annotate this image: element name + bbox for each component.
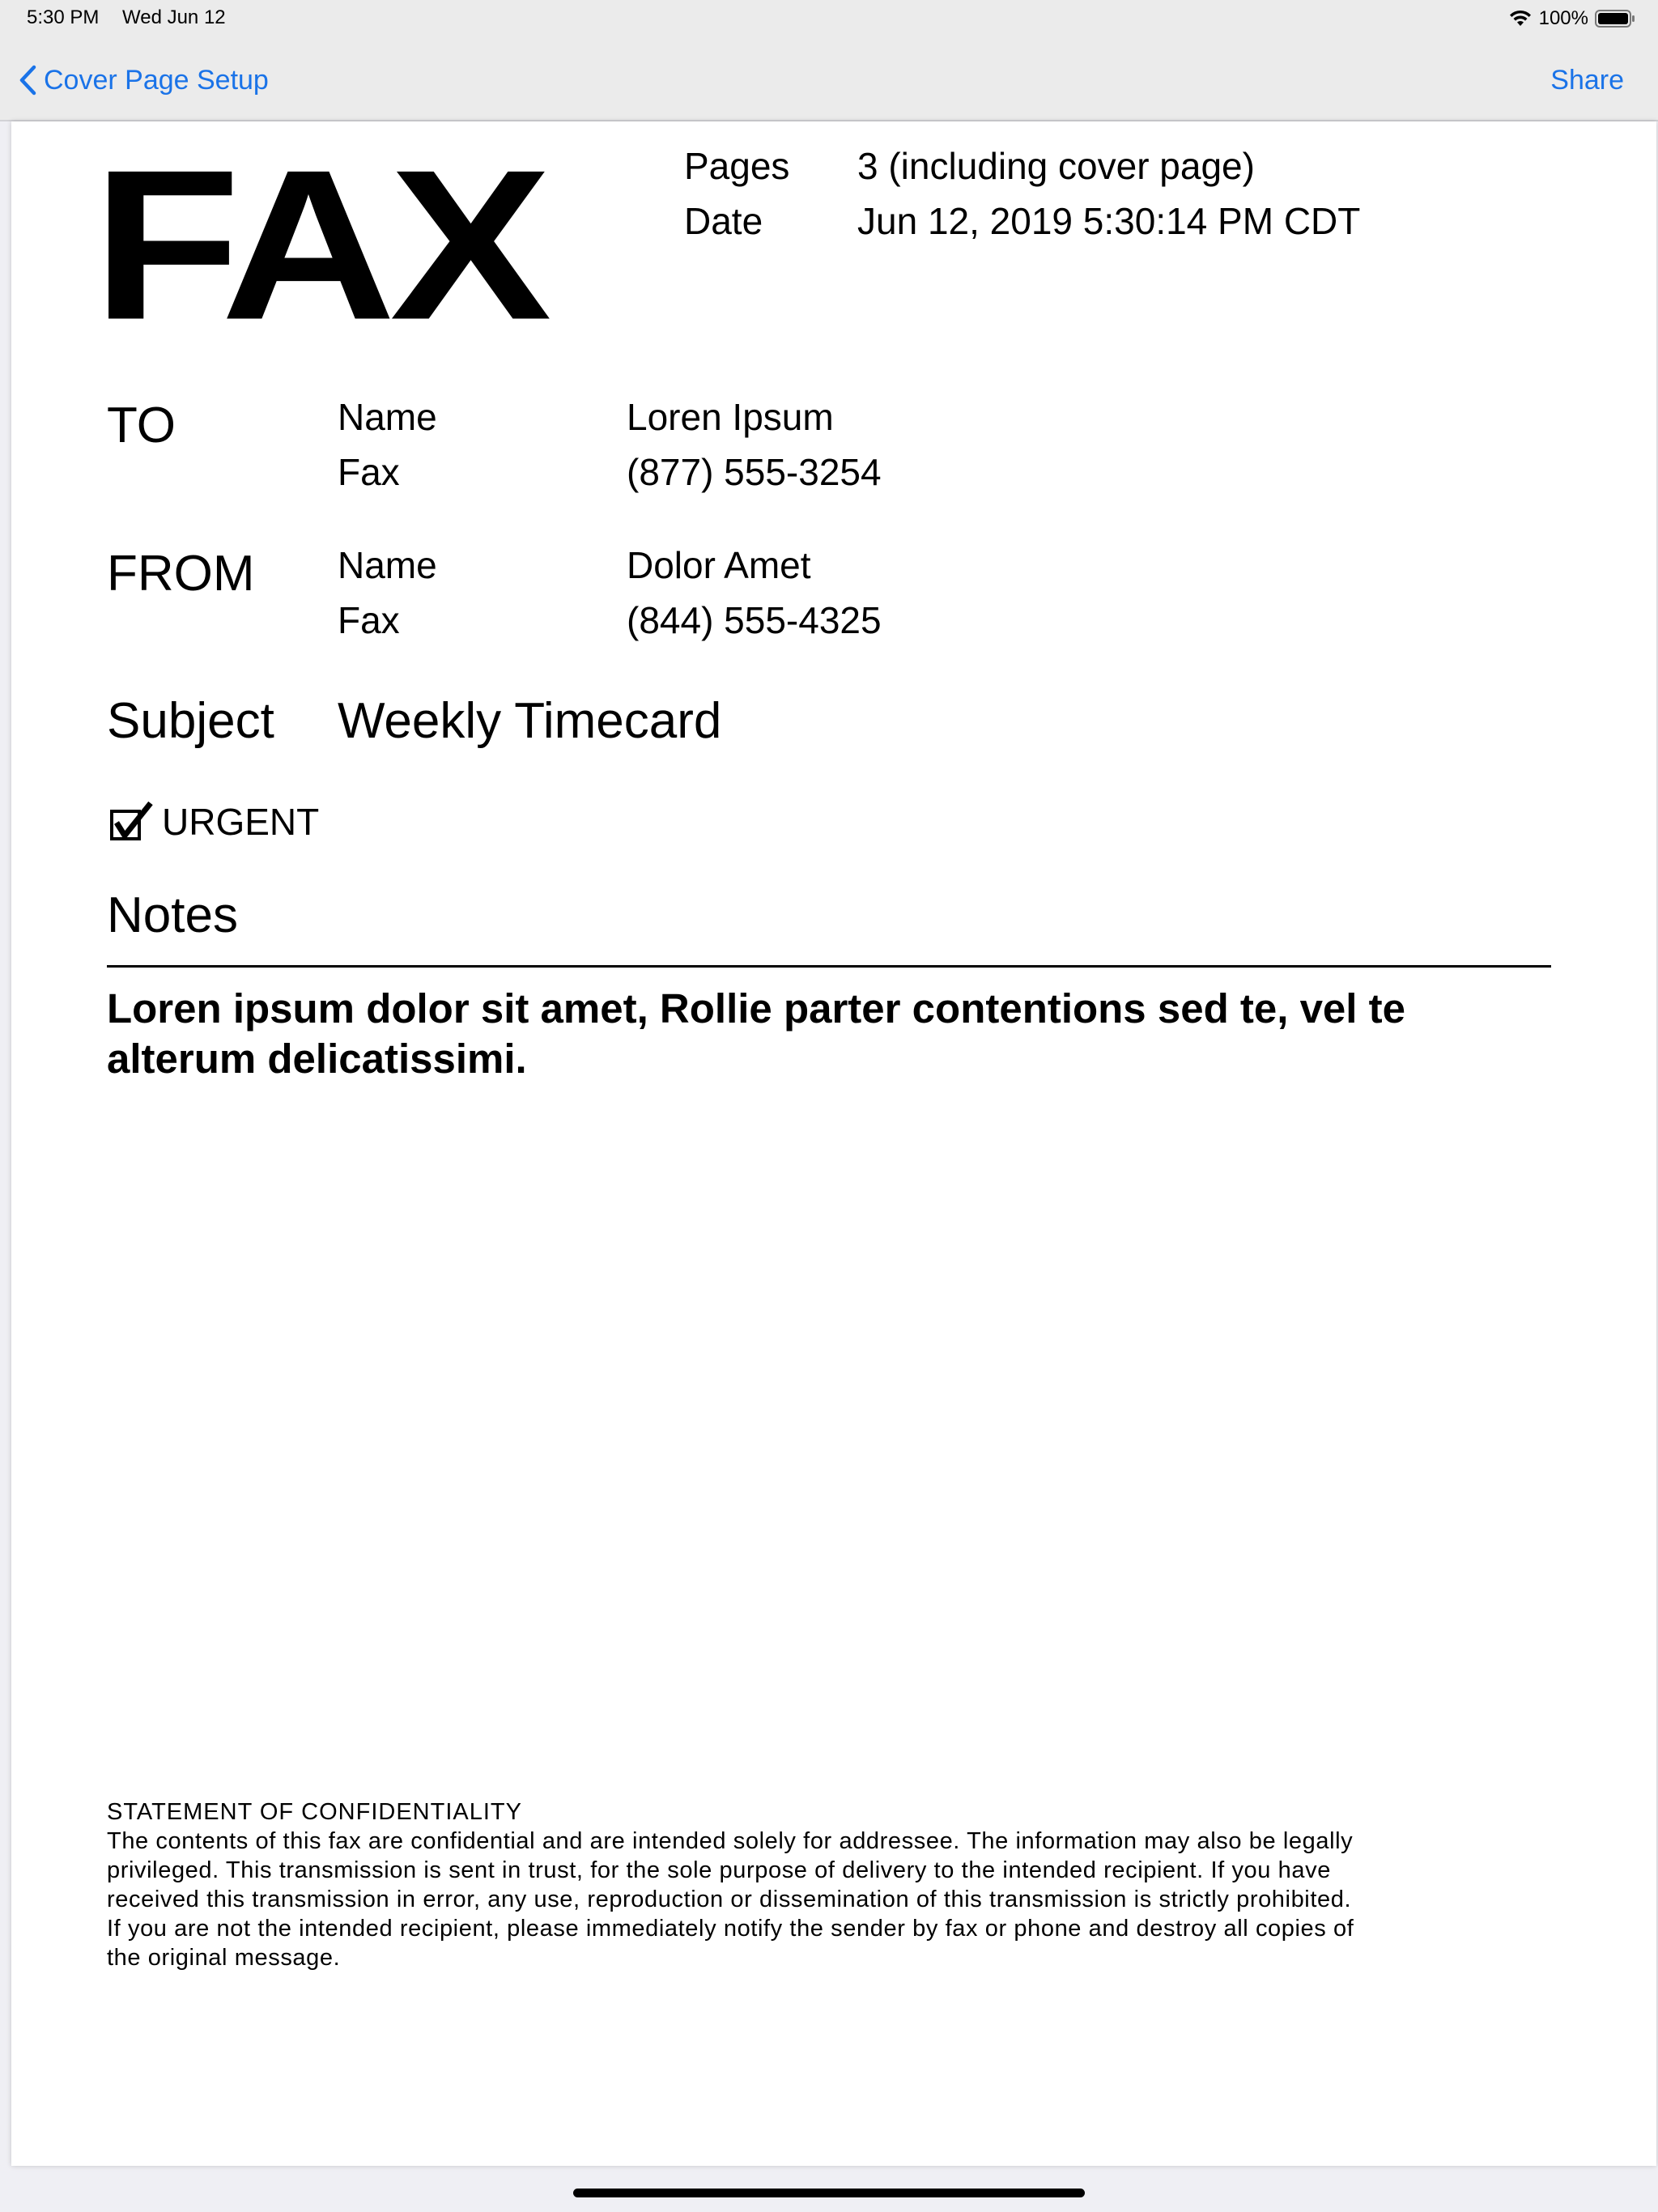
from-fax-label: Fax [338,599,400,641]
share-button[interactable]: Share [1550,64,1624,96]
navigation-bar [0,39,1658,121]
from-name-value: Dolor Amet [627,544,811,586]
subject-heading: Subject [107,693,274,749]
wifi-icon [1508,10,1533,28]
confidentiality-title: STATEMENT OF CONFIDENTIALITY [107,1799,522,1825]
confidentiality-line: received this transmission in error, any use, reproduction or dissemination of this transmission is strictly prohibited. [107,1887,1352,1912]
back-button[interactable] [18,60,269,100]
confidentiality-line: privileged. This transmission is sent in trust, for the sole purpose of delivery to the intended recipient. If you have [107,1857,1331,1883]
to-name-label: Name [338,396,437,438]
back-button-label: Cover Page Setup [44,64,269,96]
to-fax-label: Fax [338,451,400,493]
to-name-value: Loren Ipsum [627,396,834,438]
home-indicator[interactable] [573,2189,1085,2197]
urgent-indicator [108,800,319,844]
confidentiality-line: the original message. [107,1945,341,1971]
from-fax-value: (844) 555-4325 [627,599,882,641]
from-heading: FROM [107,546,255,602]
checkbox-checked-icon [108,800,157,844]
pages-value: 3 (including cover page) [857,145,1255,187]
chevron-left-icon [18,64,37,96]
fax-title: FAX [92,125,546,364]
confidentiality-line: If you are not the intended recipient, please immediately notify the sender by fax or phone and destroy all copies of [107,1916,1354,1942]
battery-icon [1595,10,1635,28]
notes-body: Loren ipsum dolor sit amet, Rollie parter contentions sed te, vel te alterum delicatissimi. [107,985,1405,1082]
to-fax-value: (877) 555-3254 [627,451,882,493]
date-label: Date [684,200,763,242]
date-value: Jun 12, 2019 5:30:14 PM CDT [857,200,1361,242]
status-time: 5:30 PM [27,6,100,28]
battery-percent: 100% [1538,7,1588,29]
pages-label: Pages [684,145,790,187]
status-indicators [1508,6,1635,31]
status-bar [0,0,1658,39]
confidentiality-statement [107,1797,1564,1972]
subject-value: Weekly Timecard [338,693,722,749]
status-date: Wed Jun 12 [122,6,226,28]
from-name-label: Name [338,544,437,586]
fax-cover-page [11,121,1656,2166]
notes-heading: Notes [107,887,238,943]
to-heading: TO [107,398,176,453]
urgent-label: URGENT [162,801,320,843]
notes-divider [107,965,1551,968]
confidentiality-line: The contents of this fax are confidential and are intended solely for addressee. The information may also be legally [107,1828,1354,1854]
